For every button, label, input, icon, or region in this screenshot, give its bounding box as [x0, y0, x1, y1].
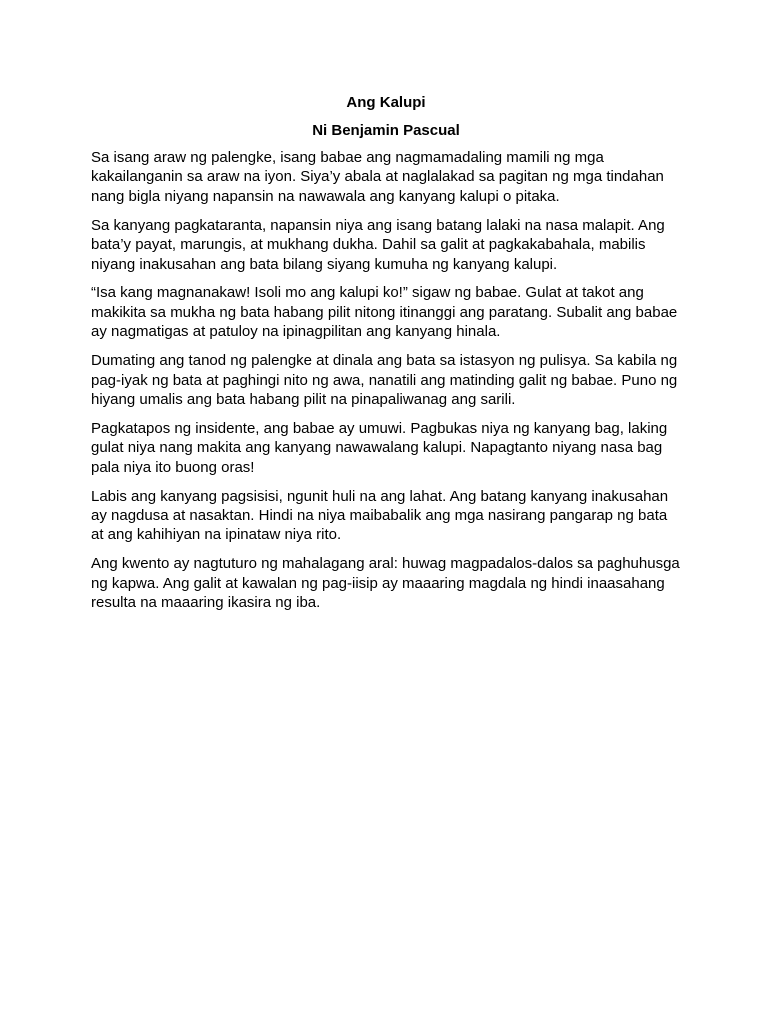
document-page: [91, 93, 681, 622]
paragraph-1: Sa isang araw ng palengke, isang babae ang nagmamadaling mamili ng mga kakailanganin sa araw na iyon. Siya’y abala at naglalakad sa pagitan ng mga tindahan nang bigla niyang napansin na nawawala ang kanyang kalupi o pitaka.: [91, 149, 664, 205]
paragraph-5: Pagkatapos ng insidente, ang babae ay umuwi. Pagbukas niya ng kanyang bag, laking gulat niya nang makita ang kanyang nawawalang kalupi. Napagtanto niyang nasa bag pala niya ito buong oras!: [91, 419, 668, 476]
document-title: Ang Kalupi: [346, 94, 426, 111]
paragraph-2: Sa kanyang pagkataranta, napansin niya ang isang batang lalaki na nasa malapit. Ang bata’y payat, marungis, at mukhang dukha. Dahil sa galit at pagkakabahala, mabilis niyang inakusahan ang bata bilang siyang kumuha ng kanyang kalupi.: [91, 216, 665, 273]
paragraph-7: Ang kwento ay nagtuturo ng mahalagang aral: huwag magpadalos-dalos sa paghuhusga ng kapwa. Ang galit at kawalan ng pag-iisip ay maaaring magdala ng hindi inaasahang resulta na maaaring ikasira ng iba.: [91, 555, 680, 612]
paragraph-3: “Isa kang magnanakaw! Isoli mo ang kalupi ko!” sigaw ng babae. Gulat at takot ang makikita sa mukha ng bata habang pilit nitong itinanggi ang paratang. Subalit ang babae ay nagmatigas at patuloy na ipinagpilitan ang kanyang hinala.: [91, 284, 678, 341]
paragraph-4: Dumating ang tanod ng palengke at dinala ang bata sa istasyon ng pulisya. Sa kabila ng pag-iyak ng bata at paghingi nito ng awa, nanatili ang matinding galit ng babae. Puno ng hiyang umalis ang bata habang pilit na pinapaliwanag ang sarili.: [91, 352, 678, 408]
document-author: Ni Benjamin Pascual: [312, 122, 460, 139]
paragraph-6: Labis ang kanyang pagsisisi, ngunit huli na ang lahat. Ang batang kanyang inakusahan ay nagdusa at nasaktan. Hindi na niya maibabalik ang mga nasirang pangarap ng bata at ang kahihiyan na ipinataw niya rito.: [91, 487, 669, 544]
